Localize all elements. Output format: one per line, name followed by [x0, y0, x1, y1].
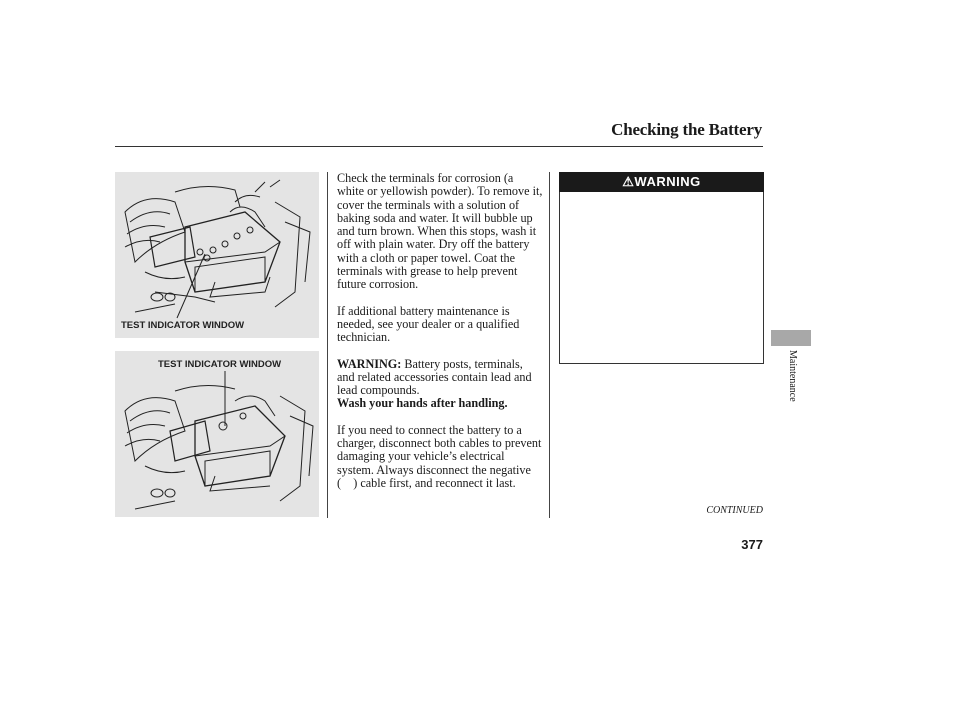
- battery-illustration-top: [115, 172, 319, 338]
- page-title: Checking the Battery: [611, 120, 762, 139]
- paragraph-charger: If you need to connect the battery to a charger, disconnect both cables to prevent damaging your vehicle’s electrical system. Always disconnect the negative ( ) cable first, and reconnect it last.: [337, 422, 542, 490]
- battery-illustration-bottom: [115, 351, 319, 517]
- warning-triangle-icon: ⚠: [622, 174, 635, 189]
- figure-caption: TEST INDICATOR WINDOW: [121, 320, 245, 331]
- warning-box: [559, 192, 764, 364]
- section-tab: [771, 330, 811, 346]
- paragraph-warning: [337, 358, 543, 411]
- battery-figure-bottom: [115, 351, 319, 517]
- battery-figure-top: [115, 172, 319, 338]
- page-number: 377: [741, 537, 763, 552]
- warning-heading-text: WARNING: [634, 174, 701, 189]
- warning-heading: [559, 172, 764, 192]
- body-text-column: [337, 172, 543, 503]
- warning-label: WARNING:: [337, 356, 402, 371]
- header-rule: [115, 146, 763, 147]
- section-label: Maintenance: [787, 350, 798, 402]
- column-divider: [549, 172, 550, 518]
- paragraph-maintenance: If additional battery maintenance is needed, see your dealer or a qualified technician.: [337, 303, 520, 345]
- paragraph-corrosion: Check the terminals for corrosion (a white or yellowish powder). To remove it, cover the terminals with a solution of baking soda and water. It will bubble up and turn brown. When this stops, wash it off with plain water. Dry off the battery with a cloth or paper towel. Coat the terminals with grease to help prevent future corrosion.: [337, 171, 543, 292]
- continued-label: CONTINUED: [706, 505, 763, 516]
- warning-text: Battery posts, terminals, and related accessories contain lead and lead compounds.: [337, 356, 532, 398]
- figure-caption: TEST INDICATOR WINDOW: [158, 359, 282, 370]
- column-divider: [327, 172, 328, 518]
- warning-bold-text: Wash your hands after handling.: [337, 396, 508, 411]
